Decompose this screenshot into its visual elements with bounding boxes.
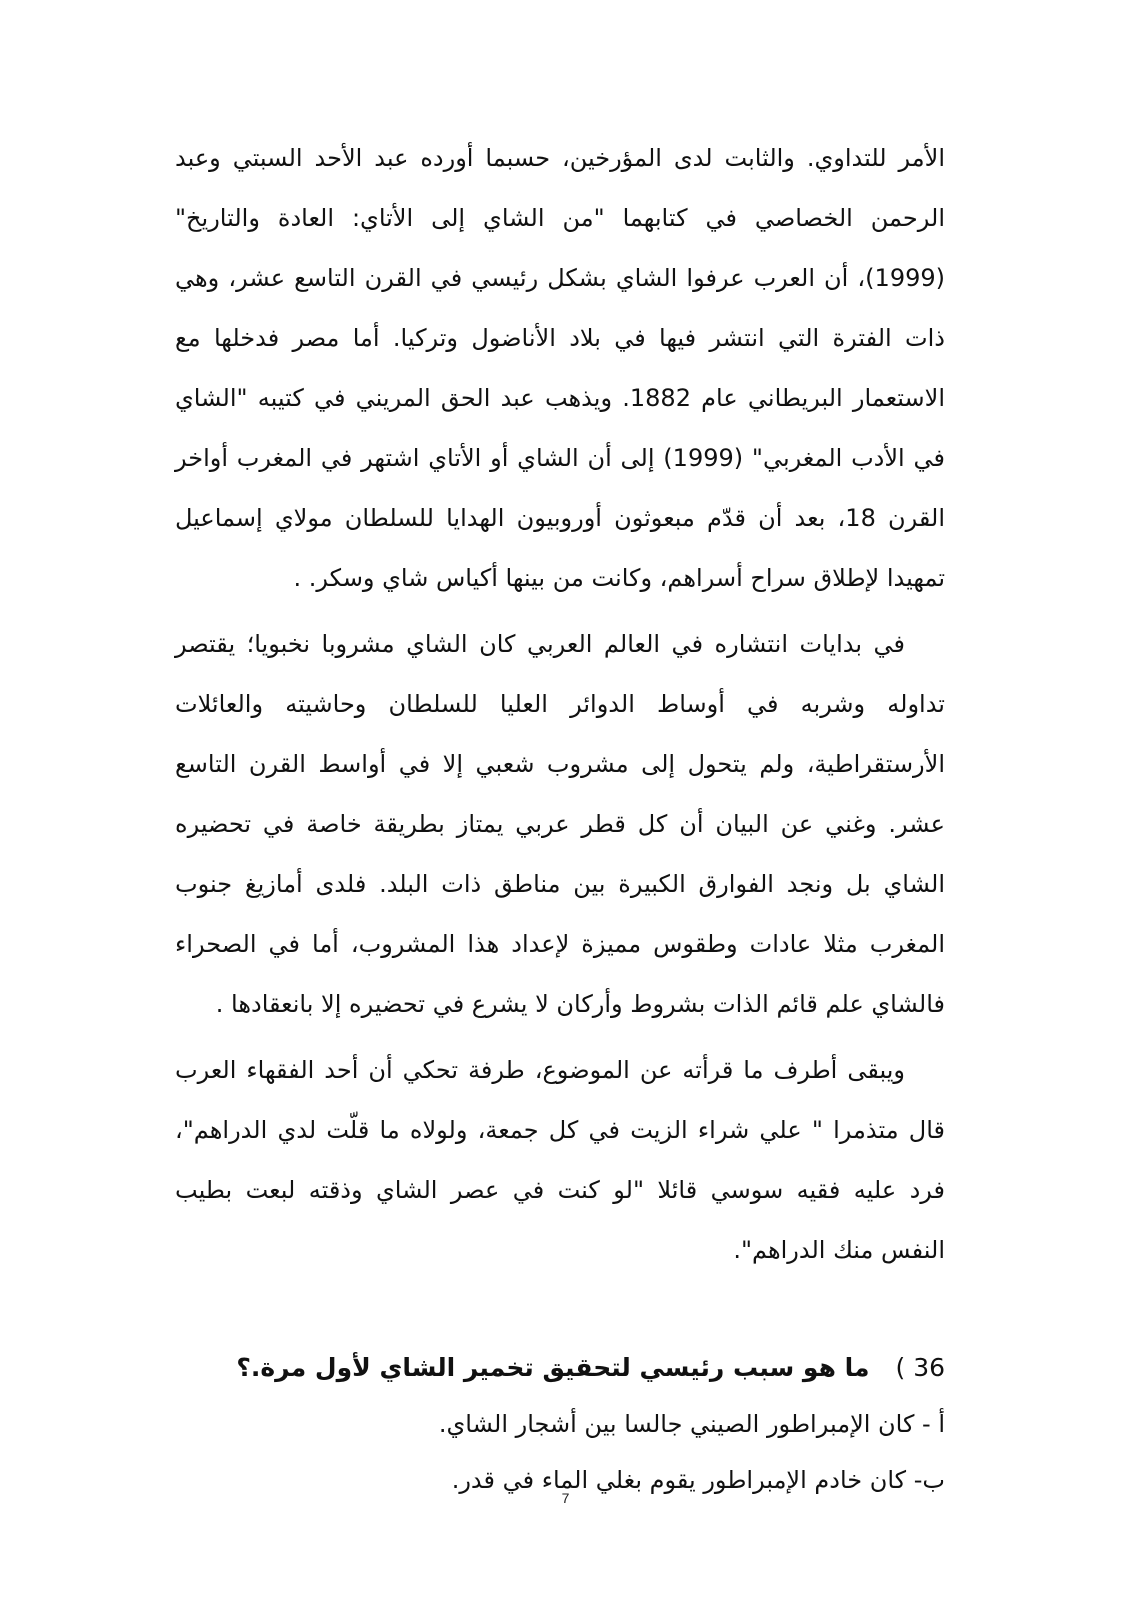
paragraph-1: الأمر للتداوي. والثابت لدى المؤرخين، حسبما أورده عبد الأحد السبتي وعبد الرحمن الخصاصي في كتابهما "من الشاي إلى الأتاي: العادة والتاريخ" (1999)، أن العرب عرفوا الشاي بشكل رئيسي في القرن التاسع عشر، وهي ذات الفترة التي انتشر فيها في بلاد الأناضول وتركيا. أما مصر فدخلها مع الاستعمار البريطاني عام 1882. ويذهب عبد الحق المريني في كتيبه "الشاي في الأدب المغربي" (1999) إلى أن الشاي أو الأتاي اشتهر في المغرب أواخر القرن 18، بعد أن قدّم مبعوثون أوروبيون الهدايا للسلطان مولاي إسماعيل تمهيدا لإطلاق سراح أسراهم، وكانت من بينها أكياس شاي وسكر. . [175,144,945,592]
question-number: 36 ) [895,1353,945,1382]
question-36 [175,1340,945,1396]
document-body [175,128,945,1508]
page-number: 7 [561,1490,570,1506]
question-text: ما هو سبب رئيسي لتحقيق تخمير الشاي لأول مرة.؟ [236,1353,870,1382]
paragraph-3: ويبقى أطرف ما قرأته عن الموضوع، طرفة تحكي أن أحد الفقهاء العرب قال متذمرا " علي شراء الزيت في كل جمعة، ولولاه ما قلّت لدي الدراهم"، فرد عليه فقيه سوسي قائلا "لو كنت في عصر الشاي وذقته لبعت بطيب النفس منك الدراهم". [175,1056,945,1264]
paragraph-2: في بدايات انتشاره في العالم العربي كان الشاي مشروبا نخبويا؛ يقتصر تداوله وشربه في أوساط الدوائر العليا للسلطان وحاشيته والعائلات الأرستقراطية، ولم يتحول إلى مشروب شعبي إلا في أواسط القرن التاسع عشر. وغني عن البيان أن كل قطر عربي يمتاز بطريقة خاصة في تحضيره الشاي بل ونجد الفوارق الكبيرة بين مناطق ذات البلد. فلدى أمازيغ جنوب المغرب مثلا عادات وطقوس مميزة لإعداد هذا المشروب، أما في الصحراء فالشاي علم قائم الذات بشروط وأركان لا يشرع في تحضيره إلا بانعقادها . [175,630,945,1018]
option-a: أ - كان الإمبراطور الصيني جالسا بين أشجار الشاي. [438,1410,945,1438]
option-b: ب- كان خادم الإمبراطور يقوم بغلي الماء في قدر. [451,1466,945,1494]
